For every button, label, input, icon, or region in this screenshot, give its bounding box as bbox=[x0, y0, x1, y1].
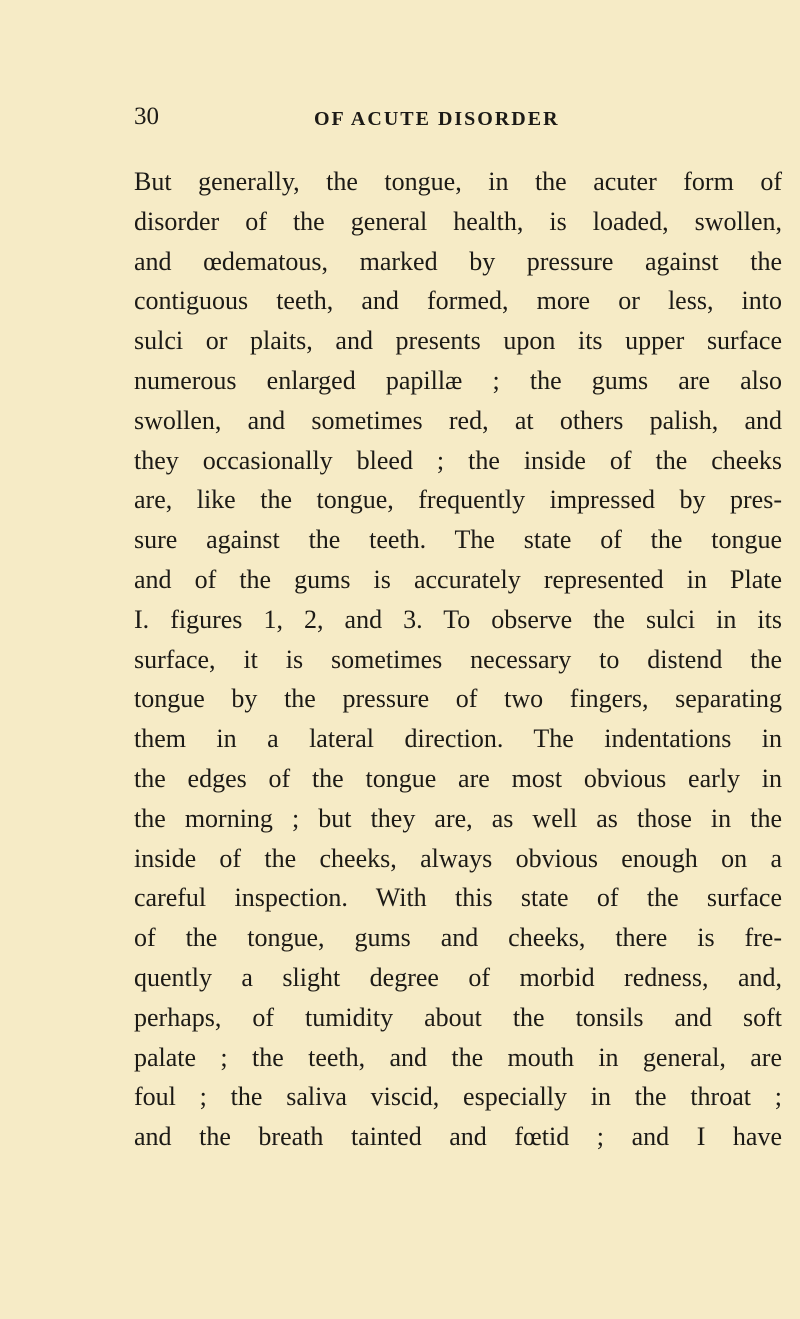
text-line: sulci or plaits, and presents upon its upper surface bbox=[134, 326, 782, 356]
text-line: they occasionally bleed ; the inside of the cheeks bbox=[134, 445, 782, 475]
text-line: surface, it is sometimes necessary to distend the bbox=[134, 644, 782, 674]
text-line: and œdematous, marked by pressure against the bbox=[134, 246, 782, 276]
text-line: and of the gums is accurately represented in Plate bbox=[134, 564, 782, 594]
text-line: are, like the tongue, frequently impressed by pres- bbox=[134, 485, 782, 515]
text-line: foul ; the saliva viscid, especially in the throat ; bbox=[134, 1082, 782, 1112]
text-line: the morning ; but they are, as well as those in the bbox=[134, 803, 782, 833]
text-line: But generally, the tongue, in the acuter form of bbox=[134, 167, 782, 196]
page-number: 30 bbox=[134, 103, 159, 130]
body-text bbox=[134, 162, 782, 1157]
text-line: them in a lateral direction. The indentations in bbox=[134, 724, 782, 754]
text-line: and the breath tainted and fœtid ; and I have bbox=[134, 1122, 782, 1152]
text-line: inside of the cheeks, always obvious enough on a bbox=[134, 843, 782, 873]
text-line: sure against the teeth. The state of the tongue bbox=[134, 525, 782, 555]
text-line: I. figures 1, 2, and 3. To observe the sulci in its bbox=[134, 604, 782, 634]
text-line: tongue by the pressure of two fingers, separating bbox=[134, 684, 782, 714]
running-head bbox=[134, 102, 774, 136]
text-line: palate ; the teeth, and the mouth in general, are bbox=[134, 1042, 782, 1072]
text-line: quently a slight degree of morbid redness, and, bbox=[134, 962, 782, 992]
text-line: swollen, and sometimes red, at others palish, and bbox=[134, 405, 782, 435]
text-line: the edges of the tongue are most obvious early in bbox=[134, 763, 782, 793]
text-line: careful inspection. With this state of the surface bbox=[134, 883, 782, 913]
running-title: OF ACUTE DISORDER bbox=[314, 108, 560, 130]
text-line: disorder of the general health, is loaded, swollen, bbox=[134, 206, 782, 236]
text-line: perhaps, of tumidity about the tonsils and soft bbox=[134, 1002, 782, 1032]
text-line: of the tongue, gums and cheeks, there is fre- bbox=[134, 923, 782, 953]
text-line: contiguous teeth, and formed, more or less, into bbox=[134, 286, 782, 316]
text-line: numerous enlarged papillæ ; the gums are also bbox=[134, 365, 782, 395]
